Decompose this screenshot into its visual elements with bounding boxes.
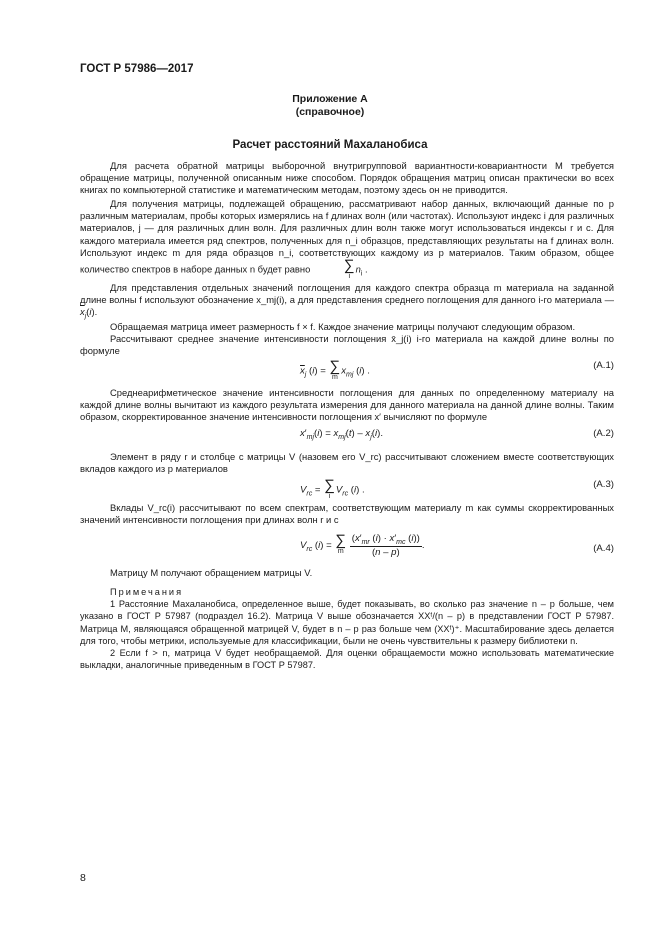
paragraph-8 (80, 502, 614, 526)
formula-number: (А.1) (593, 360, 614, 371)
paragraph-1 (80, 160, 614, 197)
sum-n-formula: ∑ i (343, 257, 355, 281)
paragraph-8-text: Вклады V_rc(i) рассчитывают по всем спектрам, соответствующим материалу m как суммы скорректированных значений интенсивности поглощения при длинах волн r и c (80, 502, 614, 526)
paragraph-9 (80, 567, 614, 579)
formula-a3: $V_{rc}$ = ∑ i $V_{rc}$ (i) . (А.3) (300, 477, 614, 500)
paragraph-3-text: Для представления отдельных значений поглощения для каждого спектра образца m материала на заданной длине волны f используют обозначение x_mj(i), а для представления среднего поглощения для данного i-го материала — (80, 282, 614, 306)
annex-kind: (справочное) (295, 106, 365, 118)
formula-a2: $x'_{mj}(i) = x_{mj}(t) - x_j(i)$. (А.2) (300, 428, 614, 441)
page-number: 8 (80, 872, 86, 884)
paragraph-9-text: Матрицу M получают обращением матрицы V. (110, 567, 313, 578)
paragraph-1-text: Для расчета обратной матрицы выборочной внутригрупповой вариантности-ковариантности M требуется обращение матрицы, полученной описанным ниже способом. Порядок обращения матриц описан практически во всех книгах по компьютерной статистике и математическим методам, поэтому здесь он не приводится. (80, 160, 614, 196)
paragraph-2-text: Для получения матрицы, подлежащей обращению, рассматривают набор данных, включающий данные по p различным материалам, пробы которых измерялись на f длинах волн (или частотах). Используют индекс i для различных материалов, j — для различных длин волн. Для различных длин волн также могут использоваться индексы r и c. Для каждого материала имеется ряд спектров, полученных для n_i образцов, представляющих результаты на f длинах волн. Используют индекс m для ряда образцов n_i, соответствующих каждому из p материалов. Таким образом, общее количество спектров в наборе данных n будет равно (80, 198, 614, 275)
paragraph-4-text: Обращаемая матрица имеет размерность f × f. Каждое значение матрицы получают следующим образом. (110, 321, 576, 332)
paragraph-7 (80, 451, 614, 475)
paragraph-4 (80, 321, 614, 333)
note-2: 2 Если f > n, матрица V будет необращаемой. Для оценки обращаемости можно использовать математические выкладки, аналогичные приведенным в ГОСТ Р 57987. (80, 648, 614, 671)
paragraph-5 (80, 333, 614, 357)
paragraph-7-text: Элемент в ряду r и столбце c матрицы V (назовем его V_rc) рассчитывают сложением вместе соответствующих вкладов каждого из p материалов (80, 451, 614, 475)
paragraph-6 (80, 387, 614, 424)
formula-number: (А.3) (593, 479, 614, 490)
paragraph-5-text: Рассчитывают среднее значение интенсивности поглощения x̄_j(i) i-го материала на каждой длине волны по формуле (80, 333, 614, 357)
formula-number: (А.2) (593, 428, 614, 439)
section-title: Расчет расстояний Махаланобиса (232, 139, 428, 151)
formula-number: (А.4) (593, 543, 614, 554)
note-1: 1 Расстояние Махаланобиса, определенное выше, будет показывать, во сколько раз значение n – p больше, чем указано в ГОСТ Р 57987 (подраздел 16.2). Матрица V выше обозначается XXᵗ/(n – p) в представлении ГОСТ Р 57987. Матрица M, являющаяся обращенной матрицей V, будет в n – p раз больше чем (XXᵗ)⁺. Масштабирование здесь делается для того, чтобы метрики, используемые для классификации, были не очень чувствительны к размеру библиотеки n. (80, 599, 614, 646)
paragraph-2: Для получения матрицы, подлежащей обращению, рассматривают набор данных, включающий данные по p различным материалам, пробы которых измерялись на f длинах волн (или частотах). Используют индекс i для различных материалов, j — для различных длин волн. Для различных длин волн также могут использоваться индексы r и c. Для каждого материала имеется ряд спектров, полученных для n_i образцов, представляющих результаты на f длинах волн. Используют индекс m для ряда образцов n_i, соответствующих каждому из p материалов. Таким образом, общее количество спектров в наборе данных n будет равно ∑ i $n_i$ . (80, 198, 614, 281)
formula-a4: $V_{rc}$ (i) = ∑ m $\frac{(x'_{mr} (i) \cdot x'_{mc} (i))}{(n - p)}$ . (А.4) (300, 532, 614, 558)
annex-title: Приложение А (292, 93, 368, 105)
standard-header: ГОСТ Р 57986—2017 (80, 63, 194, 75)
notes-block (80, 586, 614, 671)
formula-a1: $\overline{x}_j$ (i) = ∑ m $x_{mj}$ (i) . (А.1) (300, 358, 614, 381)
paragraph-3: Для представления отдельных значений поглощения для каждого спектра образца m материала на заданной длине волны f используют обозначение x_mj(i), а для представления среднего поглощения для данного i-го материала — $\overline{x}_j(i)$. (80, 282, 614, 321)
notes-heading: Примечания (110, 587, 184, 597)
paragraph-6-text: Среднеарифметическое значение интенсивности поглощения для данных по определенному материалу на каждой длине волны вычитают из каждого результата измерения для данного материала на данной длине волны. Таким образом, скорректированное значение интенсивности поглощения x′ вычисляют по формуле (80, 387, 614, 423)
